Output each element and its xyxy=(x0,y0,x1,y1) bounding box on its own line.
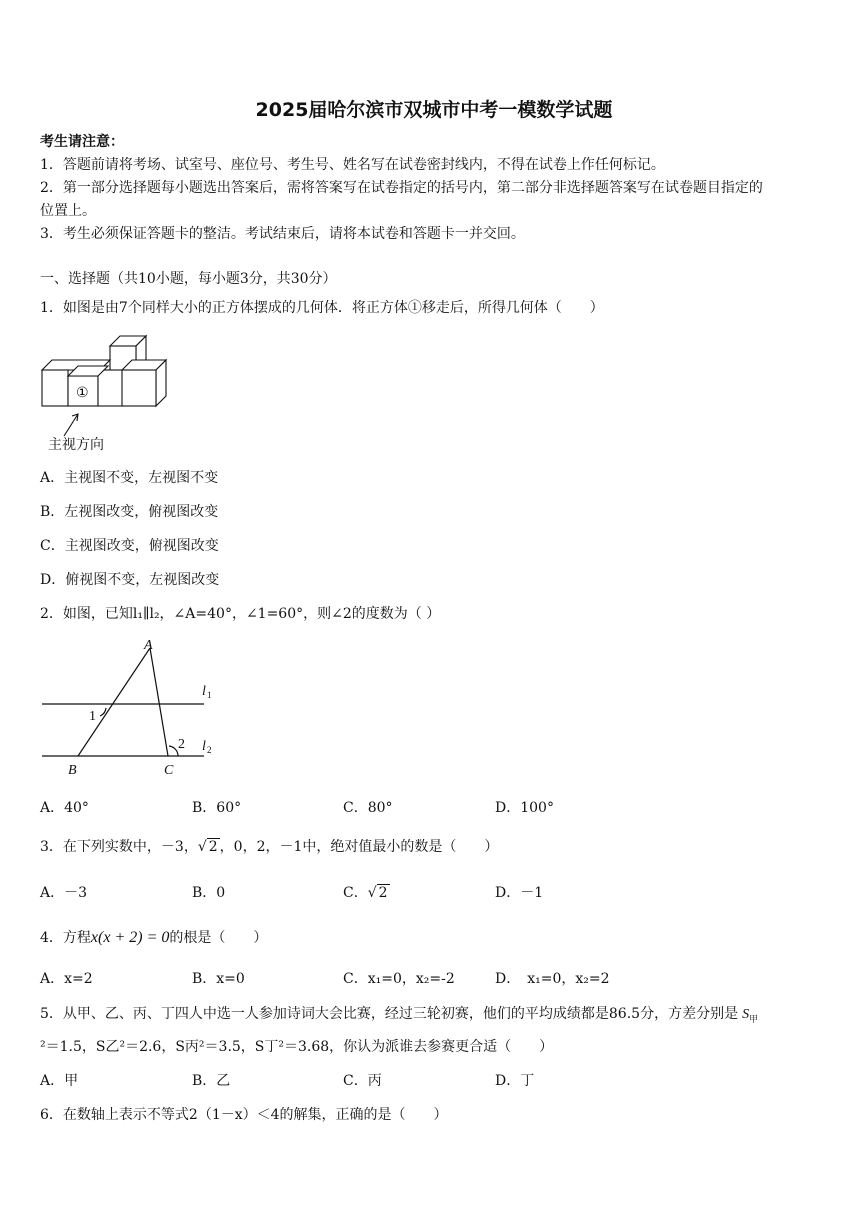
q5-option-b: B．乙 xyxy=(192,1073,231,1089)
question-3-stem xyxy=(40,836,498,856)
q2-option-c: C．80° xyxy=(343,800,393,816)
q4-option-d: D． x₁=0，x₂=2 xyxy=(495,971,610,987)
q3-stem-part-2: ，0，2，－1中，绝对值最小的数是（ ） xyxy=(219,839,499,855)
q2-option-b: B．60° xyxy=(192,800,242,816)
notice-item-3: 3．考生必须保证答题卡的整洁。考试结束后，请将本试卷和答题卡一并交回。 xyxy=(40,226,525,242)
q5-text-1: 5．从甲、乙、丙、丁四人中选一人参加诗词大会比赛，经过三轮初赛，他们的平均成绩都是86.5分，方差分别是 xyxy=(40,1006,739,1022)
q4-option-a: A．x=2 xyxy=(40,971,93,987)
q4-option-c: C．x₁=0，x₂=-2 xyxy=(343,971,455,987)
q2-option-d: D．100° xyxy=(495,800,554,816)
notice-item-2: 2．第一部分选择题每小题选出答案后，需将答案写在试卷指定的括号内，第二部分非选择题答案写在试卷题目指定的 xyxy=(40,180,763,196)
q1-option-d: D．俯视图不变，左视图改变 xyxy=(40,572,220,588)
q4-stem-part-2: 的根是（ ） xyxy=(169,930,268,946)
sqrt-2-option: √ 2 xyxy=(367,885,388,901)
section-heading: 一、选择题（共10小题，每小题3分，共30分） xyxy=(40,271,337,287)
point-b-label: B xyxy=(68,763,77,778)
q3-option-c-label: C． xyxy=(343,885,368,901)
q3-option-c xyxy=(343,882,390,902)
line-l1-subscript: 1 xyxy=(207,690,212,700)
line-l2-subscript: 2 xyxy=(207,745,212,755)
line-l2-label: l xyxy=(202,739,206,754)
question-5-line-1 xyxy=(40,1003,758,1025)
q5-option-d: D．丁 xyxy=(495,1073,535,1089)
question-6-stem: 6．在数轴上表示不等式2（1－x）＜4的解集，正确的是（ ） xyxy=(40,1107,448,1123)
q4-option-b: B．x=0 xyxy=(192,971,245,987)
q1-option-a: A．主视图不变，左视图不变 xyxy=(40,470,219,486)
point-a-label: A xyxy=(144,638,153,653)
question-4-stem xyxy=(40,927,267,947)
point-c-label: C xyxy=(164,763,174,778)
q1-option-b: B．左视图改变，俯视图改变 xyxy=(40,504,219,520)
question-5-line-2: ²＝1.5，S乙²＝2.6，S丙²＝3.5，S丁²＝3.68，你认为派谁去参赛更合适（ ） xyxy=(40,1039,554,1055)
q5-option-c: C．丙 xyxy=(343,1073,382,1089)
variance-symbol: S xyxy=(742,1007,750,1022)
question-1-stem: 1．如图是由7个同样大小的正方体摆成的几何体．将正方体①移走后，所得几何体（ ） xyxy=(40,300,604,316)
angle-1-label: 1 xyxy=(89,709,96,724)
notice-item-1: 1．答题前请将考场、试室号、座位号、考生号、姓名写在试卷密封线内，不得在试卷上作任何标记。 xyxy=(40,157,665,173)
angle-2-label: 2 xyxy=(178,737,185,752)
cube-label: ① xyxy=(76,385,89,401)
page-title: 2025届哈尔滨市双城市中考一模数学试题 xyxy=(255,99,613,121)
q3-option-a: A．－3 xyxy=(40,885,88,901)
equation: x(x + 2) = 0 xyxy=(90,929,170,946)
q1-option-c: C．主视图改变，俯视图改变 xyxy=(40,538,219,554)
q5-option-a: A．甲 xyxy=(40,1073,79,1089)
variance-subscript: 甲 xyxy=(749,1014,759,1025)
view-direction-caption: 主视方向 xyxy=(48,437,104,453)
sqrt-2: √ 2 xyxy=(197,839,218,855)
q3-option-b: B．0 xyxy=(192,885,226,901)
q3-stem-part-1: 3．在下列实数中，－3， xyxy=(40,839,198,855)
notice-heading: 考生请注意： xyxy=(40,134,124,150)
notice-item-2-cont: 位置上。 xyxy=(40,203,96,219)
q3-option-d: D．－1 xyxy=(495,885,544,901)
sqrt-radicand: 2 xyxy=(208,839,218,855)
q4-stem-part-1: 4．方程 xyxy=(40,930,91,946)
question-2-stem: 2．如图，已知l₁∥l₂，∠A=40°，∠1=60°，则∠2的度数为（ ） xyxy=(40,606,441,622)
q2-option-a: A．40° xyxy=(40,800,89,816)
line-l1-label: l xyxy=(202,684,206,699)
sqrt-radicand-option: 2 xyxy=(378,885,388,901)
parallel-lines-figure xyxy=(38,636,228,781)
